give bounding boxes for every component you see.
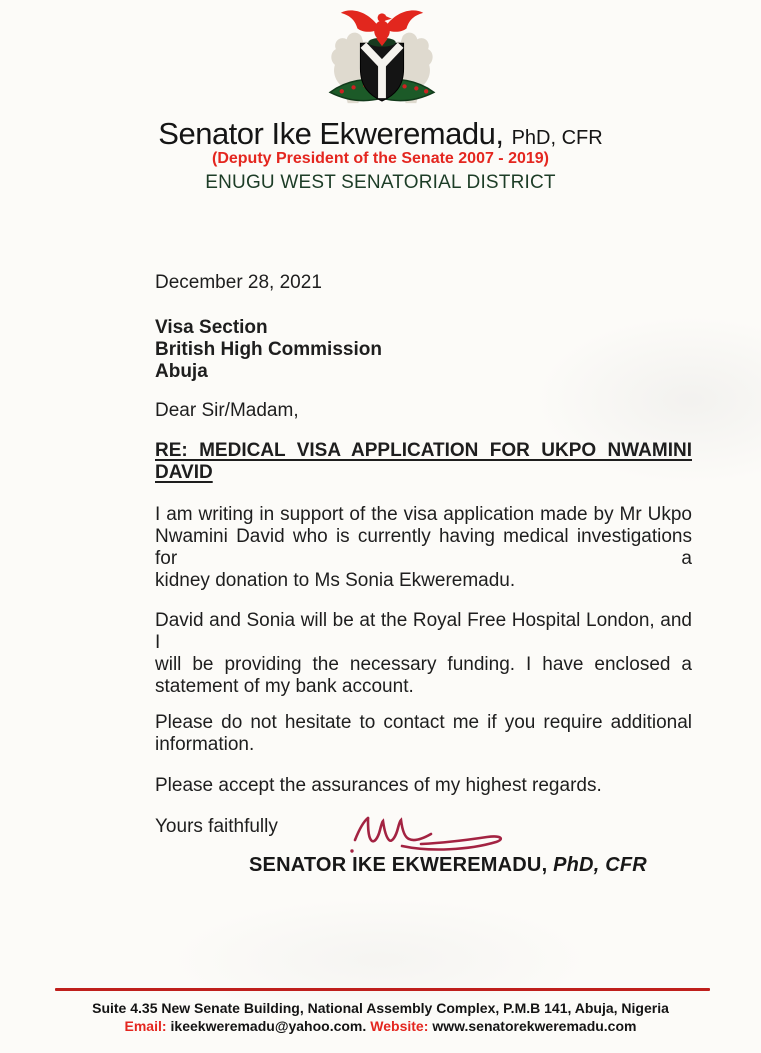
paragraph-line: Please accept the assurances of my highest regards.: [155, 775, 602, 796]
paragraph-line: Nwamini David who is currently having medical investigations for a: [155, 526, 692, 569]
website-value: www.senatorekweremadu.com: [432, 1018, 637, 1034]
footer-address: Suite 4.35 New Senate Building, National Assembly Complex, P.M.B 141, Abuja, Nigeria: [92, 1000, 669, 1016]
recipient-line: British High Commission: [155, 339, 382, 360]
footer-rule: [55, 988, 710, 991]
website-label: Website:: [370, 1018, 429, 1034]
subject-heading: [155, 440, 692, 484]
paragraph: [155, 712, 692, 756]
paragraph-line: kidney donation to Ms Sonia Ekweremadu.: [155, 570, 516, 591]
paragraph: [155, 610, 692, 698]
letterhead-title-suffix: PhD, CFR: [511, 127, 603, 149]
subject-line: RE: MEDICAL VISA APPLICATION FOR UKPO NWAMINI: [155, 440, 692, 461]
paragraph-line: statement of my bank account.: [155, 676, 414, 697]
paragraph-line: David and Sonia will be at the Royal Free Hospital London, and I: [155, 610, 692, 653]
letter-body: [155, 272, 692, 838]
footer-contact: [0, 1017, 761, 1035]
paragraph: [155, 775, 692, 797]
paragraph-line: I am writing in support of the visa application made by Mr Ukpo: [155, 504, 692, 525]
nigeria-coat-of-arms-icon: [307, 4, 457, 107]
handwritten-signature: [345, 809, 520, 855]
paragraph-line: will be providing the necessary funding. I have enclosed a: [155, 654, 692, 675]
signatory-name: [249, 854, 647, 877]
signatory-suffix: PhD, CFR: [553, 854, 647, 876]
signature-dot: [350, 849, 353, 852]
paragraph-line: information.: [155, 734, 255, 755]
recipient-line: Abuja: [155, 361, 208, 382]
subject-line: DAVID: [155, 462, 213, 483]
letterhead-district: ENUGU WEST SENATORIAL DISTRICT: [205, 172, 556, 193]
email-label: Email:: [124, 1018, 167, 1034]
paragraph: [155, 504, 692, 592]
footer: [0, 999, 761, 1035]
letterhead-title-name: Senator Ike Ekweremadu,: [158, 116, 504, 151]
signatory-name-text: SENATOR IKE EKWEREMADU,: [249, 854, 548, 876]
letterhead-subtitle: (Deputy President of the Senate 2007 - 2019): [212, 150, 549, 167]
email-value: ikeekweremadu@yahoo.com.: [170, 1018, 367, 1034]
letter-date: December 28, 2021: [155, 272, 322, 293]
recipient-address: [155, 317, 692, 383]
closing: Yours faithfully: [155, 816, 278, 837]
salutation: Dear Sir/Madam,: [155, 400, 299, 421]
paragraph-line: Please do not hesitate to contact me if you require additional: [155, 712, 692, 733]
recipient-line: Visa Section: [155, 317, 268, 338]
